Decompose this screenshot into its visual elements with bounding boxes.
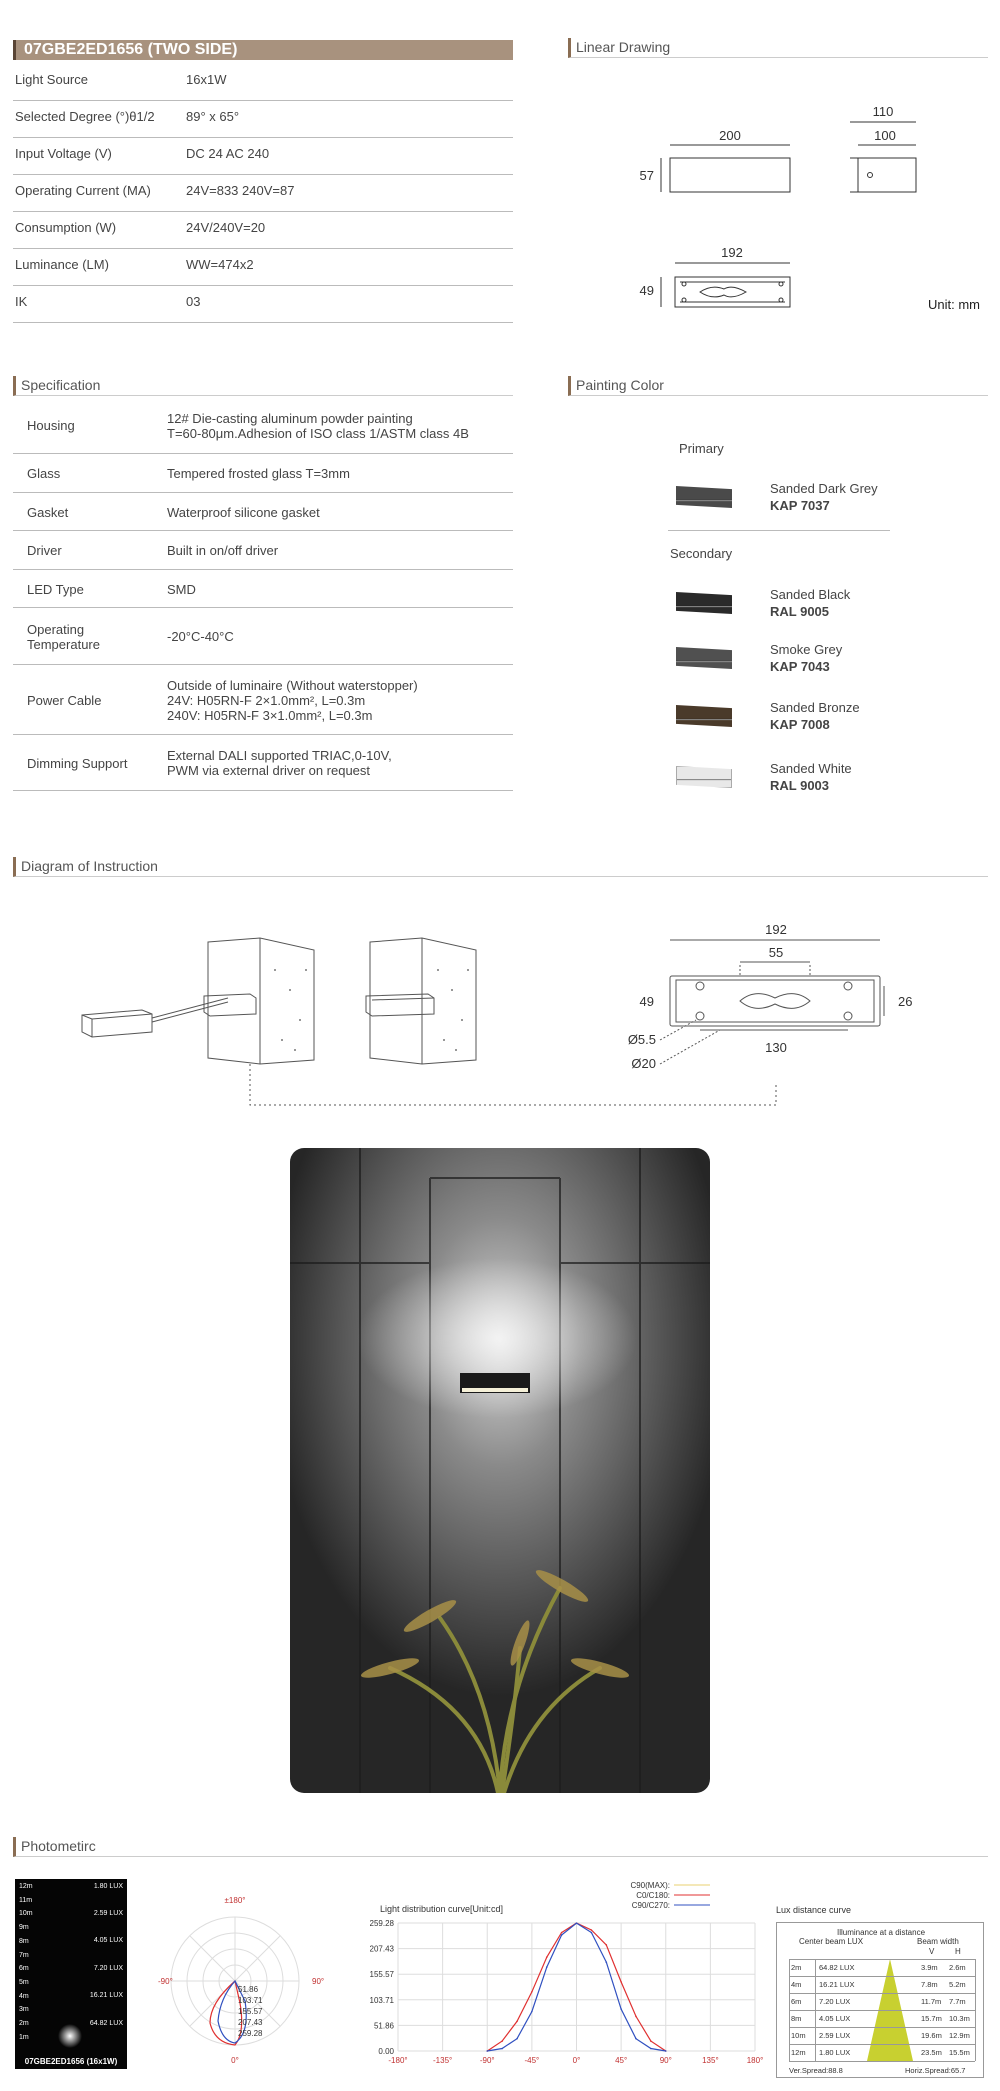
spec-key: LED Type — [27, 581, 84, 597]
spec-row — [13, 454, 513, 493]
series-point — [650, 2048, 652, 2050]
lux-row-border — [789, 1959, 975, 1976]
param-key: Consumption (W) — [15, 220, 117, 235]
lux-table-right — [975, 1959, 976, 2061]
y-tick-label: 103.71 — [370, 1995, 394, 2005]
lux-table-sep — [815, 1959, 816, 2061]
linear-drawing — [620, 95, 1000, 325]
lux-row-v: 3.9m — [921, 1963, 938, 1972]
spec-key: Power Cable — [27, 692, 102, 708]
painting-color-heading: Painting Color — [568, 376, 988, 396]
lux-row-border — [789, 2027, 975, 2044]
lux-col-h: H — [955, 1947, 961, 1956]
spec-key: Gasket — [27, 504, 69, 520]
series-point — [605, 1961, 607, 1963]
spec-value: External DALI supported TRIAC,0-10V, — [167, 748, 392, 763]
spec-row — [13, 570, 513, 608]
unit-label: Unit: mm — [928, 297, 980, 312]
secondary-color — [770, 641, 842, 675]
instr-dim-55: 55 — [768, 945, 784, 960]
lux-row-border — [789, 1993, 975, 2010]
series-point — [531, 1991, 533, 1993]
series-point — [635, 2038, 637, 2040]
beam-glow-icon — [55, 2021, 85, 2051]
instruction-diagram — [60, 910, 960, 1110]
spec-row — [13, 665, 513, 735]
x-tick-label: -180° — [388, 2056, 408, 2065]
dim-110: 110 — [872, 104, 894, 119]
x-tick-label: 180° — [746, 2056, 764, 2065]
x-tick-label: -45° — [524, 2056, 540, 2065]
spec-key: Driver — [27, 543, 62, 558]
lux-table-title: Illuminance at a distance — [836, 1928, 926, 1937]
lux-table-left — [789, 1959, 790, 2061]
y-tick-label: 207.43 — [370, 1944, 394, 1954]
param-row — [13, 249, 513, 286]
lux-row-h: 7.7m — [949, 1997, 966, 2006]
instr-dim-hole: Ø5.5 — [627, 1032, 656, 1047]
primary-divider — [668, 530, 890, 531]
product-title: 07GBE2ED1656 (TWO SIDE) — [13, 40, 513, 60]
instr-dim-192: 192 — [765, 922, 787, 937]
dim-49: 49 — [639, 283, 654, 298]
polar-ring-label: 51.86 — [238, 1985, 259, 1994]
secondary-color — [770, 586, 850, 620]
spec-value: Tempered frosted glass T=3mm — [167, 466, 350, 481]
spec-value: -20°C-40°C — [167, 629, 234, 644]
x-tick-label: 45° — [615, 2056, 628, 2065]
x-tick-label: 90° — [659, 2056, 672, 2065]
secondary-color-name: Sanded Bronze — [770, 700, 860, 715]
series-point — [620, 1981, 622, 1983]
primary-color — [770, 480, 878, 514]
param-key: Input Voltage (V) — [15, 146, 112, 161]
lux-value: 1.80 LUX — [93, 1883, 123, 1890]
lux-row-h: 2.6m — [949, 1963, 966, 1972]
spec-row — [13, 608, 513, 665]
secondary-color — [770, 760, 852, 794]
series-point — [501, 2040, 503, 2042]
lux-value: 16.21 LUX — [89, 1992, 123, 1999]
lux-row-h: 10.3m — [949, 2014, 970, 2023]
lux-row-distance: 12m — [791, 2048, 806, 2057]
lux-row-h: 15.5m — [949, 2048, 970, 2057]
primary-color-name: Sanded Dark Grey — [770, 481, 878, 496]
x-tick-label: 0° — [572, 2056, 581, 2065]
series-point — [620, 2008, 622, 2010]
spec-key-line2: Temperature — [27, 636, 100, 652]
legend-label: C90(MAX): — [630, 1881, 670, 1890]
param-value: 03 — [186, 294, 201, 309]
secondary-color-name: Sanded Black — [770, 587, 851, 602]
lux-row-border — [789, 1976, 975, 1993]
x-tick-label: -135° — [433, 2056, 453, 2065]
lux-value: 4.05 LUX — [93, 1937, 123, 1944]
swatch-secondary — [676, 592, 732, 614]
lux-distance: 7m — [19, 1951, 29, 1959]
series-point — [531, 2011, 533, 2013]
dim-192: 192 — [721, 245, 743, 260]
series-point — [605, 1944, 607, 1946]
series-point — [501, 2048, 503, 2050]
lux-row-distance: 8m — [791, 2014, 802, 2023]
lux-distance: 12m — [19, 1883, 33, 1890]
param-key: Operating Current (MA) — [15, 183, 151, 198]
spec-value: T=60-80μm.Adhesion of ISO class 1/ASTM class 4B — [167, 425, 469, 441]
lux-distance: 8m — [19, 1937, 29, 1945]
instr-dim-49: 49 — [639, 994, 654, 1009]
linear-drawing-heading: Linear Drawing — [568, 38, 988, 58]
lux-curve-box — [776, 1922, 984, 2078]
param-value: WW=474x2 — [186, 257, 254, 272]
lux-row-v: 19.6m — [921, 2031, 942, 2040]
lux-row-lux: 1.80 LUX — [819, 2048, 851, 2057]
y-tick-label: 51.86 — [373, 2021, 394, 2031]
specification-heading: Specification — [13, 376, 513, 396]
hor-spread: Horiz.Spread:65.7 — [905, 2066, 966, 2075]
param-key: Luminance (LM) — [15, 257, 109, 272]
lux-row-v: 23.5m — [921, 2048, 942, 2057]
swatch-secondary — [676, 766, 732, 788]
secondary-color-code: RAL 9003 — [770, 778, 830, 793]
polar-bottom: 0° — [231, 2056, 239, 2065]
spec-row — [13, 397, 513, 454]
polar-ring-label: 207.43 — [238, 2018, 263, 2027]
dim-57: 57 — [639, 168, 654, 183]
spec-row — [13, 493, 513, 531]
lux-row-lux: 7.20 LUX — [819, 1997, 851, 2006]
lux-table-bottom — [789, 2061, 975, 2062]
curve-title: Light distribution curve[Unit:cd] — [380, 1904, 504, 1914]
secondary-color-code: KAP 7043 — [770, 659, 830, 674]
lux-row-distance: 10m — [791, 2031, 806, 2040]
param-value: 24V=833 240V=87 — [186, 183, 295, 198]
lux-row-distance: 6m — [791, 1997, 802, 2006]
series-point — [561, 1934, 563, 1936]
lux-panel — [15, 1879, 127, 2069]
lux-col-beam: Beam width — [917, 1937, 959, 1946]
spec-row — [13, 531, 513, 570]
param-value: DC 24 AC 240 — [186, 146, 270, 161]
lux-row-h: 5.2m — [949, 1980, 966, 1989]
light-distribution-chart — [370, 1878, 765, 2078]
polar-chart — [150, 1893, 330, 2073]
dim-200: 200 — [719, 128, 741, 143]
product-photo — [290, 1148, 710, 1793]
primary-label: Primary — [679, 441, 724, 456]
series-point — [516, 2038, 518, 2040]
series-point — [486, 2050, 488, 2052]
polar-ring-label: 103.71 — [238, 1996, 263, 2005]
photometric-heading: Photometirc — [13, 1837, 988, 1857]
instr-dim-26: 26 — [898, 994, 913, 1009]
lux-col-center: Center beam LUX — [799, 1937, 864, 1946]
swatch-secondary — [676, 705, 732, 727]
lux-caption: 07GBE2ED1656 (16x1W) — [24, 2057, 118, 2066]
lux-distance: 9m — [19, 1924, 29, 1932]
series-point — [591, 1932, 593, 1934]
param-key: IK — [15, 294, 28, 309]
spec-value: 24V: H05RN-F 2×1.0mm², L=0.3m — [167, 692, 366, 708]
polar-ring-label: 259.28 — [238, 2029, 263, 2038]
instruction-heading: Diagram of Instruction — [13, 857, 988, 877]
series-point — [665, 2050, 667, 2052]
spec-key: Housing — [27, 418, 75, 433]
spec-value: SMD — [167, 581, 196, 597]
legend-label: C90/C270: — [631, 1901, 670, 1910]
instr-dim-20: Ø20 — [631, 1056, 656, 1071]
param-key: Light Source — [15, 72, 88, 87]
polar-left: -90° — [158, 1977, 173, 1986]
lux-row-lux: 64.82 LUX — [819, 1963, 855, 1972]
lux-row-lux: 2.59 LUX — [819, 2031, 851, 2040]
lux-row-border — [789, 2044, 975, 2061]
lux-distance: 10m — [19, 1910, 33, 1918]
series-point — [546, 1956, 548, 1958]
param-row — [13, 64, 513, 101]
series-point — [635, 2016, 637, 2018]
legend-label: C0/C180: — [636, 1891, 670, 1900]
lux-row-v: 7.8m — [921, 1980, 938, 1989]
instr-dim-130: 130 — [765, 1040, 787, 1055]
polar-ring-label: 155.57 — [238, 2007, 263, 2016]
dim-100: 100 — [874, 128, 896, 143]
lux-row-h: 12.9m — [949, 2031, 970, 2040]
y-tick-label: 155.57 — [370, 1970, 394, 1980]
polar-top: ±180° — [224, 1896, 246, 1905]
series-point — [546, 1966, 548, 1968]
spec-value: PWM via external driver on request — [167, 763, 371, 778]
lux-distance: 4m — [19, 1992, 29, 2000]
lux-distance: 1m — [19, 2033, 29, 2041]
primary-color-code: KAP 7037 — [770, 498, 830, 513]
lux-row-lux: 4.05 LUX — [819, 2014, 851, 2023]
spec-value: Outside of luminaire (Without waterstopper) — [167, 677, 418, 693]
secondary-color-code: RAL 9005 — [770, 604, 830, 619]
y-tick-label: 259.28 — [370, 1919, 394, 1928]
secondary-color — [770, 699, 860, 733]
secondary-color-code: KAP 7008 — [770, 717, 830, 732]
param-key: Selected Degree (°)θ1/2 — [15, 109, 155, 124]
lux-col-v: V — [929, 1947, 935, 1956]
series-point — [561, 1932, 563, 1934]
polar-right: 90° — [312, 1977, 325, 1986]
param-row — [13, 212, 513, 249]
lux-distance: 11m — [19, 1896, 33, 1904]
swatch-primary — [676, 486, 732, 508]
param-value: 16x1W — [186, 72, 227, 87]
spec-key: Operating — [27, 621, 85, 637]
lux-row-v: 11.7m — [921, 1997, 942, 2006]
series-point — [591, 1929, 593, 1931]
lux-distance: 6m — [19, 1965, 29, 1973]
x-tick-label: -90° — [479, 2056, 495, 2065]
lux-value: 64.82 LUX — [89, 2020, 123, 2027]
spec-row — [13, 735, 513, 791]
series-point — [650, 2040, 652, 2042]
secondary-color-name: Smoke Grey — [770, 642, 843, 657]
spec-key: Dimming Support — [27, 755, 128, 771]
lux-row-v: 15.7m — [921, 2014, 942, 2023]
param-row — [13, 101, 513, 138]
ver-spread: Ver.Spread:88.8 — [789, 2066, 843, 2075]
param-row — [13, 286, 513, 323]
param-row — [13, 175, 513, 212]
param-value: 24V/240V=20 — [186, 220, 266, 235]
series-point — [576, 1922, 578, 1924]
spec-key: Glass — [27, 466, 61, 481]
lux-row-distance: 2m — [791, 1963, 802, 1972]
series-point — [516, 2021, 518, 2023]
lux-curve-title: Lux distance curve — [776, 1905, 852, 1915]
swatch-secondary — [676, 647, 732, 669]
param-value: 89° x 65° — [186, 109, 240, 124]
spec-value: Waterproof silicone gasket — [167, 504, 320, 520]
param-row — [13, 138, 513, 175]
lux-row-distance: 4m — [791, 1980, 802, 1989]
lux-distance: 3m — [19, 2006, 29, 2014]
lux-distance: 2m — [19, 2020, 29, 2027]
spec-value: Built in on/off driver — [167, 543, 279, 558]
secondary-label: Secondary — [670, 546, 733, 561]
x-tick-label: 135° — [702, 2056, 719, 2065]
lux-row-lux: 16.21 LUX — [819, 1980, 855, 1989]
y-tick-label: 0.00 — [378, 2047, 394, 2056]
secondary-color-name: Sanded White — [770, 761, 852, 776]
lux-row-border — [789, 2010, 975, 2027]
lux-value: 2.59 LUX — [93, 1910, 123, 1917]
lux-value: 7.20 LUX — [93, 1965, 123, 1972]
spec-value: 240V: H05RN-F 3×1.0mm², L=0.3m — [167, 707, 373, 723]
lux-distance: 5m — [19, 1978, 29, 1986]
spec-value: 12# Die-casting aluminum powder painting — [167, 410, 413, 426]
